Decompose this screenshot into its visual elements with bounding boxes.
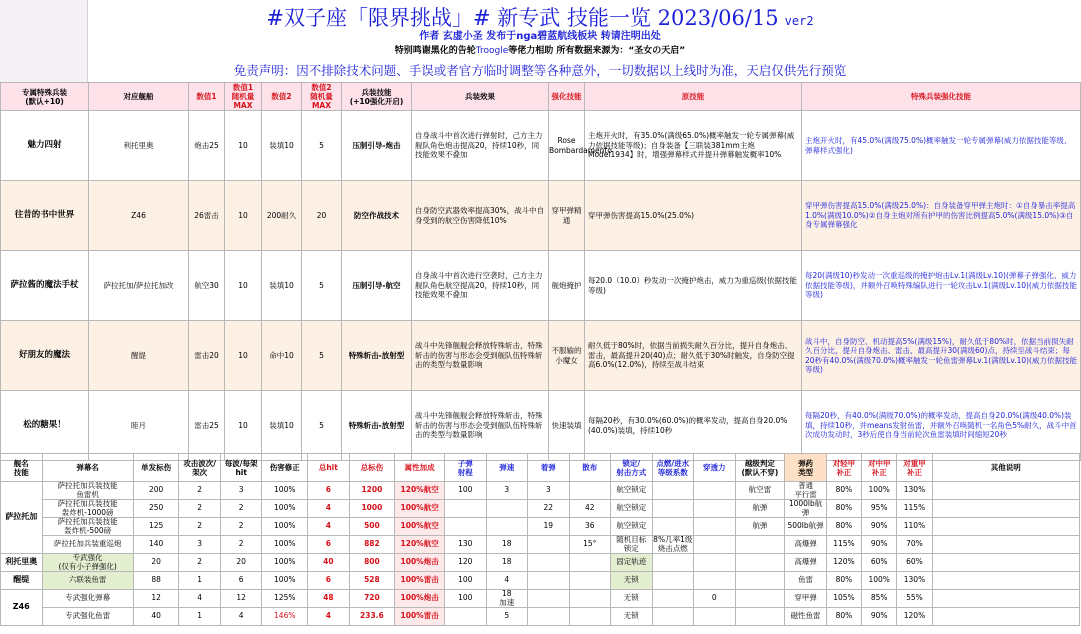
value2: 装填10 xyxy=(262,391,302,461)
unit-damage: 140 xyxy=(133,536,179,554)
total-damage: 720 xyxy=(349,590,395,608)
waves: 2 xyxy=(179,500,221,518)
barrage-row xyxy=(1,554,1080,572)
special-skill: 穿甲弹伤害提高15.0%(满级25.0%)：自身装备穿甲弹主炮时：①自身暴击率提高1.0%(满级10.0%)②自身主炮对所有护甲的伤害比例提高5.0%(满级15.0%)③自身专属弹幕强化 xyxy=(802,181,1081,251)
damage-modifier: 100% xyxy=(262,572,308,590)
barrage-row xyxy=(1,608,1080,626)
lock-mode: 无锁 xyxy=(611,572,653,590)
col-header: 数值2 xyxy=(262,83,302,111)
value1: 航空30 xyxy=(189,251,225,321)
waves: 2 xyxy=(179,518,221,536)
col-header: 数值1 随机量MAX xyxy=(225,83,262,111)
overlevel: 航空雷 xyxy=(735,482,785,500)
value2-max: 5 xyxy=(302,391,342,461)
spread: 15° xyxy=(569,536,611,554)
col-header: 舰名 技能 xyxy=(1,454,43,482)
impact xyxy=(528,536,570,554)
penetration xyxy=(694,572,736,590)
unit-damage: 200 xyxy=(133,482,179,500)
col-header: 弹幕名 xyxy=(42,454,133,482)
bullet-range: 120 xyxy=(445,554,487,572)
medium-armor-mod: 100% xyxy=(862,572,897,590)
gear-name: 萨拉酱的魔法手杖 xyxy=(1,251,89,321)
total-hits: 4 xyxy=(308,608,350,626)
lock-mode: 无锁 xyxy=(611,608,653,626)
original-skill: 主炮开火时，有35.0%(满级65.0%)概率触发一轮专属弹幕(威力依据技能等级)；自身装备【三联装381mm主炮Model1934】时，增强弹幕样式并提升弹幕触发概率10% xyxy=(585,111,802,181)
col-header: 对重甲 补正 xyxy=(897,454,932,482)
bullet-speed: 18 加速 xyxy=(486,590,528,608)
col-header: 对中甲 补正 xyxy=(862,454,897,482)
ship-name: 睦月 xyxy=(89,391,189,461)
col-header: 锁定/ 射击方式 xyxy=(611,454,653,482)
total-hits: 6 xyxy=(308,482,350,500)
value1-max: 10 xyxy=(225,181,262,251)
light-armor-mod: 115% xyxy=(826,536,861,554)
burn-flood-level xyxy=(652,518,694,536)
damage-modifier: 100% xyxy=(262,536,308,554)
heavy-armor-mod: 115% xyxy=(897,500,932,518)
barrage-name: 萨拉托加兵装重巡炮 xyxy=(42,536,133,554)
light-armor-mod: 80% xyxy=(826,482,861,500)
heavy-armor-mod: 120% xyxy=(897,608,932,626)
gear-effect: 战斗中先锋舰舰会释放特殊斩击，特殊斩击的伤害与形态会受到舰队伍特殊斩击的类型与数量影响 xyxy=(412,391,549,461)
value1: 雷击20 xyxy=(189,321,225,391)
col-header: 兵装效果 xyxy=(412,83,549,111)
impact: 3 xyxy=(528,482,570,500)
original-skill: 穿甲弹伤害提高15.0%(25.0%) xyxy=(585,181,802,251)
col-header: 着弹 xyxy=(528,454,570,482)
bullet-speed: 18 xyxy=(486,536,528,554)
enhanced-skill: 不服输的小魔女 xyxy=(549,321,585,391)
heavy-armor-mod: 55% xyxy=(897,590,932,608)
ship-name: 醒缇 xyxy=(1,572,43,590)
barrage-table xyxy=(0,453,1080,626)
medium-armor-mod: 85% xyxy=(862,590,897,608)
total-hits: 6 xyxy=(308,572,350,590)
bullet-speed xyxy=(486,500,528,518)
value2: 装填10 xyxy=(262,251,302,321)
other-notes xyxy=(932,590,1079,608)
barrage-name: 专武强化 (仅有小子弹强化) xyxy=(42,554,133,572)
impact: 22 xyxy=(528,500,570,518)
gear-name: 好朋友的魔法 xyxy=(1,321,89,391)
light-armor-mod: 80% xyxy=(826,608,861,626)
value1: 26雷击 xyxy=(189,181,225,251)
gear-effect: 自身防空武器效率提高30%，战斗中自身受到的航空伤害降低10% xyxy=(412,181,549,251)
col-header: 属性加成 xyxy=(395,454,445,482)
original-skill: 每隔20秒，有30.0%(60.0%)的概率发动，提高自身20.0%(40.0%)装填，持续10秒 xyxy=(585,391,802,461)
ship-name: 利托里奥 xyxy=(1,554,43,572)
col-header: 对轻甲 补正 xyxy=(826,454,861,482)
col-header: 伤害修正 xyxy=(262,454,308,482)
impact: 19 xyxy=(528,518,570,536)
gear-skill-table xyxy=(0,82,1081,461)
bullet-speed: 5 xyxy=(486,608,528,626)
hits-per-wave: 6 xyxy=(220,572,262,590)
bullet-speed: 4 xyxy=(486,572,528,590)
value1-max: 10 xyxy=(225,321,262,391)
waves: 2 xyxy=(179,554,221,572)
bullet-range xyxy=(445,608,487,626)
hits-per-wave: 2 xyxy=(220,500,262,518)
special-skill: 主炮开火时，有45.0%(满级75.0%)概率触发一轮专属弹幕(威力依据技能等级、弹幕样式强化) xyxy=(802,111,1081,181)
author-line: 作者 玄虚小圣 发布于nga碧蓝航线板块 转请注明出处 xyxy=(419,31,661,42)
spread xyxy=(569,590,611,608)
bullet-speed: 3 xyxy=(486,482,528,500)
bullet-speed: 18 xyxy=(486,554,528,572)
waves: 4 xyxy=(179,590,221,608)
total-damage: 800 xyxy=(349,554,395,572)
burn-flood-level xyxy=(652,482,694,500)
title-text: #双子座「限界挑战」# 新专武 技能一览 2023/06/15 xyxy=(266,6,779,30)
barrage-row xyxy=(1,590,1080,608)
total-hits: 40 xyxy=(308,554,350,572)
col-header: 弹速 xyxy=(486,454,528,482)
gear-effect: 自身战斗中首次进行弹射时，己方主力舰队角色炮击提高20，持续10秒，同技能效果不叠加 xyxy=(412,111,549,181)
overlevel xyxy=(735,554,785,572)
impact xyxy=(528,554,570,572)
heavy-armor-mod: 70% xyxy=(897,536,932,554)
medium-armor-mod: 90% xyxy=(862,518,897,536)
value2-max: 5 xyxy=(302,321,342,391)
thanks-highlight: Troogle xyxy=(475,46,509,56)
col-header: 数值2 随机量MAX xyxy=(302,83,342,111)
overlevel xyxy=(735,572,785,590)
value1-max: 10 xyxy=(225,391,262,461)
col-header: 穿透力 xyxy=(694,454,736,482)
penetration xyxy=(694,608,736,626)
burn-flood-level xyxy=(652,590,694,608)
burn-flood-level xyxy=(652,500,694,518)
spread xyxy=(569,482,611,500)
medium-armor-mod: 100% xyxy=(862,482,897,500)
other-notes xyxy=(932,554,1079,572)
spread xyxy=(569,572,611,590)
gear-row xyxy=(1,321,1081,391)
ship-name: 利托里奥 xyxy=(89,111,189,181)
lock-mode: 航空锁定 xyxy=(611,500,653,518)
page-title xyxy=(0,6,1080,33)
gear-skill: 特殊斩击-放射型 xyxy=(342,321,412,391)
waves: 2 xyxy=(179,482,221,500)
gear-row xyxy=(1,111,1081,181)
light-armor-mod: 80% xyxy=(826,572,861,590)
value1: 炮击25 xyxy=(189,111,225,181)
attribute-bonus: 100%炮击 xyxy=(395,590,445,608)
original-skill: 耐久低于80%时，依据当前损失耐久百分比，提升自身炮击、雷击，最高提升20(40)点；耐久低于30%时触发，自身防空提高6.0%(12.0%)，持续至战斗结束 xyxy=(585,321,802,391)
light-armor-mod: 80% xyxy=(826,500,861,518)
ammo-type: 高爆弹 xyxy=(785,536,827,554)
value2: 命中10 xyxy=(262,321,302,391)
lock-mode: 无锁 xyxy=(611,590,653,608)
unit-damage: 40 xyxy=(133,608,179,626)
penetration: 0 xyxy=(694,590,736,608)
col-header: 总hit xyxy=(308,454,350,482)
barrage-name: 萨拉托加兵装技能 鱼雷机 xyxy=(42,482,133,500)
barrage-table-header xyxy=(1,454,1080,482)
heavy-armor-mod: 130% xyxy=(897,572,932,590)
bullet-range: 130 xyxy=(445,536,487,554)
penetration xyxy=(694,536,736,554)
overlevel xyxy=(735,608,785,626)
spread: 36 xyxy=(569,518,611,536)
value1: 雷击25 xyxy=(189,391,225,461)
col-header: 单发标伤 xyxy=(133,454,179,482)
overlevel: 航弹 xyxy=(735,518,785,536)
burn-flood-level xyxy=(652,572,694,590)
special-skill: 每隔20秒，有40.0%(满级70.0%)的概率发动，提高自身20.0%(满级40.0%)装填，持续10秒，并means发射鱼雷，并额外召唤随机一名角色5%耐久，战斗中首次成功发动时，3秒后使自身当前轮次鱼雷装填时间缩短20秒 xyxy=(802,391,1081,461)
total-damage: 1000 xyxy=(349,500,395,518)
waves: 3 xyxy=(179,536,221,554)
col-header: 强化技能 xyxy=(549,83,585,111)
col-header: 原技能 xyxy=(585,83,802,111)
thanks-suffix: 等佬力相助 所有数据来源为：“圣女の天启” xyxy=(508,46,686,56)
attribute-bonus: 100%航空 xyxy=(395,500,445,518)
barrage-row xyxy=(1,482,1080,500)
unit-damage: 12 xyxy=(133,590,179,608)
spread xyxy=(569,554,611,572)
attribute-bonus: 100%航空 xyxy=(395,518,445,536)
col-header: 子弹 射程 xyxy=(445,454,487,482)
overlevel xyxy=(735,590,785,608)
medium-armor-mod: 90% xyxy=(862,608,897,626)
barrage-row xyxy=(1,518,1080,536)
value2: 装填10 xyxy=(262,111,302,181)
bullet-speed xyxy=(486,518,528,536)
ammo-type: 1000lb航弹 xyxy=(785,500,827,518)
col-header: 点燃/进水 等级系数 xyxy=(652,454,694,482)
bullet-range: 100 xyxy=(445,482,487,500)
col-header: 特殊兵装强化技能 xyxy=(802,83,1081,111)
lock-mode: 航空锁定 xyxy=(611,482,653,500)
col-header: 数值1 xyxy=(189,83,225,111)
col-header: 专属特殊兵装 (默认+10) xyxy=(1,83,89,111)
lock-mode: 随机目标 锁定 xyxy=(611,536,653,554)
col-header: 总标伤 xyxy=(349,454,395,482)
enhanced-skill: 快速装填 xyxy=(549,391,585,461)
hits-per-wave: 20 xyxy=(220,554,262,572)
overlevel: 航弹 xyxy=(735,500,785,518)
thanks-line xyxy=(0,46,1080,57)
hits-per-wave: 4 xyxy=(220,608,262,626)
waves: 1 xyxy=(179,608,221,626)
barrage-row xyxy=(1,500,1080,518)
value2: 200耐久 xyxy=(262,181,302,251)
ship-name: 醒缇 xyxy=(89,321,189,391)
gear-effect: 自身战斗中首次进行空袭时，己方主力舰队角色航空提高20，持续10秒，同技能效果不叠加 xyxy=(412,251,549,321)
penetration xyxy=(694,518,736,536)
total-damage: 1200 xyxy=(349,482,395,500)
special-skill: 战斗中，自身防空、机动提高5%(满级15%)，耐久低于80%时，依据当前损失耐久百分比，提升自身炮击、雷击，最高提升30(满级60)点，持续至战斗结束；每20秒有40.0%(满级70.0%)概率触发一轮鱼雷弹幕Lv.1(满级Lv.10)(威力依据技能等级) xyxy=(802,321,1081,391)
total-damage: 882 xyxy=(349,536,395,554)
attribute-bonus: 120%航空 xyxy=(395,536,445,554)
damage-modifier: 100% xyxy=(262,518,308,536)
unit-damage: 88 xyxy=(133,572,179,590)
barrage-row xyxy=(1,536,1080,554)
hits-per-wave: 2 xyxy=(220,536,262,554)
impact xyxy=(528,608,570,626)
other-notes xyxy=(932,536,1079,554)
damage-modifier: 100% xyxy=(262,554,308,572)
attribute-bonus: 100%炮击 xyxy=(395,554,445,572)
value1-max: 10 xyxy=(225,251,262,321)
col-header: 对应舰船 xyxy=(89,83,189,111)
col-header: 越级判定 (默认不穿) xyxy=(735,454,785,482)
heavy-armor-mod: 110% xyxy=(897,518,932,536)
lock-mode: 固定轨迹 xyxy=(611,554,653,572)
gear-skill: 压制引导-航空 xyxy=(342,251,412,321)
total-hits: 4 xyxy=(308,500,350,518)
enhanced-skill: 舰炮掩护 xyxy=(549,251,585,321)
unit-damage: 250 xyxy=(133,500,179,518)
burn-flood-level xyxy=(652,554,694,572)
lock-mode: 航空锁定 xyxy=(611,518,653,536)
light-armor-mod: 80% xyxy=(826,518,861,536)
version-label: ver2 xyxy=(784,14,814,28)
total-damage: 528 xyxy=(349,572,395,590)
burn-flood-level: 8%几率1级 烧击点燃 xyxy=(653,535,693,553)
ammo-type: 鱼雷 xyxy=(785,572,827,590)
value2-max: 5 xyxy=(302,111,342,181)
value2-max: 20 xyxy=(302,181,342,251)
total-hits: 48 xyxy=(308,590,350,608)
impact xyxy=(528,572,570,590)
hits-per-wave: 3 xyxy=(220,482,262,500)
value2-max: 5 xyxy=(302,251,342,321)
overlevel xyxy=(735,536,785,554)
impact xyxy=(528,590,570,608)
light-armor-mod: 120% xyxy=(826,554,861,572)
gear-name: 往昔的书中世界 xyxy=(1,181,89,251)
medium-armor-mod: 90% xyxy=(862,536,897,554)
heavy-armor-mod: 60% xyxy=(897,554,932,572)
enhanced-skill: 穿甲弹精通 xyxy=(549,181,585,251)
attribute-bonus: 100%雷击 xyxy=(395,608,445,626)
gear-skill: 压制引导-炮击 xyxy=(342,111,412,181)
gear-row xyxy=(1,391,1081,461)
barrage-name: 专武强化弹幕 xyxy=(42,590,133,608)
other-notes xyxy=(932,482,1079,500)
penetration xyxy=(694,500,736,518)
medium-armor-mod: 95% xyxy=(862,500,897,518)
barrage-row xyxy=(1,572,1080,590)
other-notes xyxy=(932,608,1079,626)
burn-flood-level xyxy=(652,608,694,626)
col-header: 每波/每架 hit xyxy=(220,454,262,482)
spread: 42 xyxy=(569,500,611,518)
col-header: 其他说明 xyxy=(932,454,1079,482)
enhanced-skill: Rose Bombardamento xyxy=(549,111,585,181)
ship-name: Z46 xyxy=(89,181,189,251)
unit-damage: 20 xyxy=(133,554,179,572)
value1-max: 10 xyxy=(225,111,262,181)
col-header: 兵装技能 (+10强化开启) xyxy=(342,83,412,111)
gear-skill: 特殊斩击-放射型 xyxy=(342,391,412,461)
bullet-range: 100 xyxy=(445,590,487,608)
original-skill: 每20.0（10.0）秒发动一次掩护炮击，威力为重巡级(依据技能等级) xyxy=(585,251,802,321)
barrage-name: 萨拉托加兵装技能 轰炸机-1000磅 xyxy=(42,500,133,518)
ship-name: 萨拉托加/萨拉托加改 xyxy=(89,251,189,321)
col-header: 攻击波次/ 架次 xyxy=(179,454,221,482)
barrage-name: 六联装鱼雷 xyxy=(42,572,133,590)
bullet-range xyxy=(445,500,487,518)
waves: 1 xyxy=(179,572,221,590)
hits-per-wave: 12 xyxy=(220,590,262,608)
other-notes xyxy=(932,572,1079,590)
damage-modifier: 146% xyxy=(262,608,308,626)
total-hits: 4 xyxy=(308,518,350,536)
thanks-prefix: 特别鸣谢黑化的告轮 xyxy=(394,46,476,56)
total-hits: 6 xyxy=(308,536,350,554)
barrage-name: 萨拉托加兵装技能 轰炸机-500磅 xyxy=(42,518,133,536)
unit-damage: 125 xyxy=(133,518,179,536)
gear-row xyxy=(1,181,1081,251)
ammo-type: 穿甲弹 xyxy=(785,590,827,608)
damage-modifier: 100% xyxy=(262,500,308,518)
disclaimer: 免责声明：因不排除技术问题、手误或者官方临时调整等各种意外，一切数据以上线时为准，天启仅供先行预览 xyxy=(233,63,847,78)
attribute-bonus: 100%雷击 xyxy=(395,572,445,590)
gear-skill: 防空作战技术 xyxy=(342,181,412,251)
ammo-type: 磁性鱼雷 xyxy=(785,608,827,626)
gear-effect: 战斗中先锋舰舰会释放特殊斩击，特殊斩击的伤害与形态会受到舰队伍特殊斩击的类型与数量影响 xyxy=(412,321,549,391)
medium-armor-mod: 60% xyxy=(862,554,897,572)
attribute-bonus: 120%航空 xyxy=(395,482,445,500)
gear-row xyxy=(1,251,1081,321)
penetration xyxy=(694,482,736,500)
bullet-range xyxy=(445,518,487,536)
ship-name: 萨拉托加 xyxy=(1,482,43,554)
ship-name: Z46 xyxy=(1,590,43,626)
ammo-type: 500lb航弹 xyxy=(785,518,827,536)
hits-per-wave: 2 xyxy=(220,518,262,536)
heavy-armor-mod: 130% xyxy=(897,482,932,500)
gear-name: 魅力四射 xyxy=(1,111,89,181)
total-damage: 500 xyxy=(349,518,395,536)
other-notes xyxy=(932,518,1079,536)
other-notes xyxy=(932,500,1079,518)
bullet-range: 100 xyxy=(445,572,487,590)
col-header: 散布 xyxy=(569,454,611,482)
total-damage: 233.6 xyxy=(349,608,395,626)
col-header: 弹药 类型 xyxy=(785,454,827,482)
gear-table-header xyxy=(1,83,1081,111)
spread xyxy=(569,608,611,626)
special-skill: 每20(满级10)秒发动一次重巡级的掩护炮击Lv.1(满级Lv.10)(弹幕子弹强化、威力依据技能等级)，并额外召唤特殊编队进行一轮攻击Lv.1(满级Lv.10)(威力依据技能等级) xyxy=(802,251,1081,321)
penetration xyxy=(694,554,736,572)
header xyxy=(0,0,1080,82)
ammo-type: 普通 平行雷 xyxy=(785,482,827,500)
barrage-name: 专武强化鱼雷 xyxy=(42,608,133,626)
damage-modifier: 125% xyxy=(262,590,308,608)
ammo-type: 高爆弹 xyxy=(785,554,827,572)
damage-modifier: 100% xyxy=(262,482,308,500)
light-armor-mod: 105% xyxy=(826,590,861,608)
gear-name: 松的糖果！ xyxy=(1,391,89,461)
